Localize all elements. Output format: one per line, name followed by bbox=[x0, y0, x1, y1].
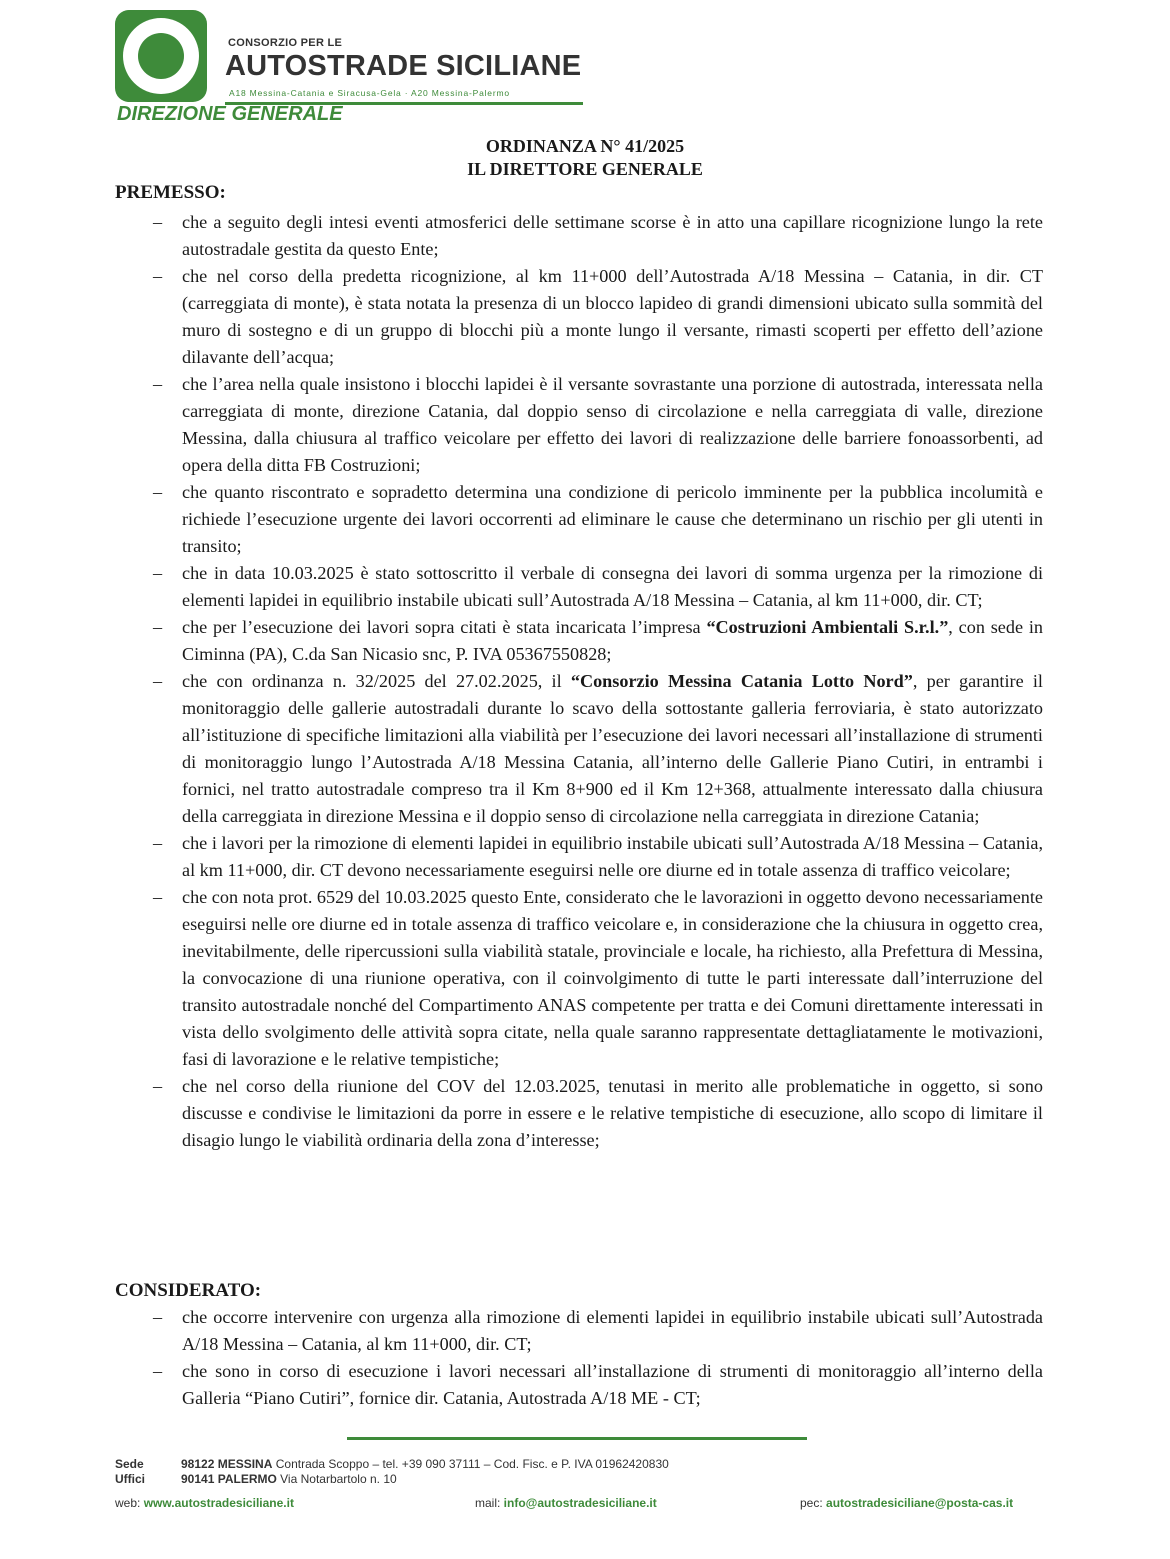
list-item bbox=[150, 1358, 1043, 1412]
list-item bbox=[150, 479, 1043, 560]
org-routes: A18 Messina-Catania e Siracusa-Gela · A20 Messina-Palermo bbox=[229, 88, 510, 98]
web-line bbox=[115, 1496, 294, 1510]
premesso-heading: PREMESSO: bbox=[115, 182, 226, 203]
document-title: ORDINANZA N° 41/2025 bbox=[485, 136, 685, 156]
pec-link[interactable]: autostradesiciliane@posta-cas.it bbox=[826, 1496, 1014, 1510]
list-item bbox=[150, 209, 1043, 263]
item-text: che con ordinanza n. 32/2025 del 27.02.2025, il bbox=[182, 671, 571, 691]
mail-label: mail: bbox=[475, 1496, 504, 1510]
web-label: web: bbox=[115, 1496, 144, 1510]
bullet-dash: – bbox=[153, 1361, 163, 1381]
mail-link[interactable]: info@autostradesiciliane.it bbox=[503, 1496, 657, 1510]
item-text: che per l’esecuzione dei lavori sopra citati è stata incaricata l’impresa bbox=[182, 617, 707, 637]
item-text: che in data 10.03.2025 è stato sottoscritto il verbale di consegna dei lavori di somma urgenza per la rimozione di elementi lapidei in equilibrio instabile ubicati sull’Autostrada A/18 Messina – Catania, al km 11+000, dir. CT; bbox=[182, 563, 1043, 610]
bullet-dash: – bbox=[153, 1076, 163, 1096]
list-item bbox=[150, 560, 1043, 614]
bullet-dash: – bbox=[153, 617, 163, 637]
item-text: che nel corso della predetta ricognizione, al km 11+000 dell’Autostrada A/18 Messina – Catania, in dir. CT (carreggiata di monte), è stata notata la presenza di un blocco lapideo di grandi dimensioni ubicato sulla sommità del muro di sostegno e di un gruppo di blocchi più a monte lungo il versante, rimasti scoperti per effetto dell’azione dilavante dell’acqua; bbox=[182, 266, 1043, 367]
pec-line bbox=[800, 1496, 1013, 1510]
pec-label: pec: bbox=[800, 1496, 827, 1510]
item-text: che a seguito degli intesi eventi atmosferici delle settimane scorse è in atto una capillare ricognizione lungo la rete autostradale gestita da questo Ente; bbox=[182, 212, 1043, 259]
uffici-address bbox=[181, 1472, 397, 1486]
item-text: che sono in corso di esecuzione i lavori necessari all’installazione di strumenti di monitoraggio all’interno della Galleria “Piano Cutiri”, fornice dir. Catania, Autostrada A/18 ME - CT; bbox=[182, 1361, 1043, 1408]
list-item bbox=[150, 371, 1043, 479]
item-text: che i lavori per la rimozione di elementi lapidei in equilibrio instabile ubicati sull’Autostrada A/18 Messina – Catania, al km 11+000, dir. CT devono necessariamente eseguirsi nelle ore diurne ed in totale assenza di traffico veicolare; bbox=[182, 833, 1043, 880]
document-subtitle: IL DIRETTORE GENERALE bbox=[467, 159, 703, 179]
item-text: che con nota prot. 6529 del 10.03.2025 questo Ente, considerato che le lavorazioni in oggetto devono necessariamente eseguirsi nelle ore diurne ed in totale assenza di traffico veicolare e, in considerazione che la chiusura in oggetto crea, inevitabilmente, delle ripercussioni sulla viabilità statale, provinciale e locale, ha richiesto, alla Prefettura di Messina, la convocazione di una riunione operativa, con il coinvolgimento di tutte le parti interessate dall’interruzione del transito autostradale nonché del Compartimento ANAS competente per tratta e dei Comuni direttamente interessati in vista dello svolgimento delle attività sopra citate, nella quale saranno rappresentate dettagliatamente le motivazioni, fasi di lavorazione e le relative tempistiche; bbox=[182, 887, 1043, 1069]
bullet-dash: – bbox=[153, 482, 163, 502]
org-name: AUTOSTRADE SICILIANE bbox=[225, 50, 582, 82]
bullet-dash: – bbox=[153, 212, 163, 232]
letterhead bbox=[115, 10, 595, 130]
item-entity-name: “Costruzioni Ambientali S.r.l.” bbox=[706, 617, 949, 637]
item-entity-name: “Consorzio Messina Catania Lotto Nord” bbox=[570, 671, 913, 691]
web-link[interactable]: www.autostradesiciliane.it bbox=[143, 1496, 294, 1510]
org-subtitle: CONSORZIO PER LE bbox=[228, 37, 343, 49]
trinacria-emblem-icon bbox=[123, 18, 199, 94]
bullet-dash: – bbox=[153, 374, 163, 394]
uffici-details: Via Notarbartolo n. 10 bbox=[276, 1472, 397, 1486]
item-text: , con sede in Ciminna (PA), C.da San Nicasio snc, P. IVA 05367550828; bbox=[182, 617, 1044, 664]
list-item bbox=[150, 884, 1043, 1073]
item-text: che quanto riscontrato e sopradetto determina una condizione di pericolo imminente per la pubblica incolumità e richiede l’esecuzione urgente dei lavori occorrenti ad eliminare le cause che determinano un rischio per gli utenti in transito; bbox=[182, 482, 1043, 556]
considerato-heading: CONSIDERATO: bbox=[115, 1280, 262, 1301]
item-text: che l’area nella quale insistono i blocchi lapidei è il versante sovrastante una porzione di autostrada, interessata nella carreggiata di monte, direzione Catania, dal doppio senso di circolazione e nella carreggiata di valle, direzione Messina, dalla chiusura al traffico veicolare per effetto dei lavori di realizzazione delle barriere fonoassorbenti, ad opera della ditta FB Costruzioni; bbox=[182, 374, 1043, 475]
uffici-label: Uffici bbox=[115, 1472, 145, 1486]
sede-city: 98122 MESSINA bbox=[181, 1457, 273, 1471]
bullet-dash: – bbox=[153, 563, 163, 583]
premesso-list bbox=[150, 209, 1043, 1154]
mail-line bbox=[475, 1496, 657, 1510]
list-item bbox=[150, 668, 1043, 830]
footer-divider bbox=[347, 1437, 807, 1440]
item-text: che nel corso della riunione del COV del 12.03.2025, tenutasi in merito alle problematiche in oggetto, si sono discusse e condivise le limitazioni da porre in essere e le relative tempistiche di esecuzione, allo scopo di limitare il disagio lungo le viabilità ordinaria della zona d’interesse; bbox=[182, 1076, 1043, 1150]
sede-address bbox=[181, 1457, 669, 1471]
bullet-dash: – bbox=[153, 266, 163, 286]
item-text: che occorre intervenire con urgenza alla rimozione di elementi lapidei in equilibrio instabile ubicati sull’Autostrada A/18 Messina – Catania, al km 11+000, dir. CT; bbox=[182, 1307, 1043, 1354]
considerato-list bbox=[150, 1304, 1043, 1412]
list-item bbox=[150, 830, 1043, 884]
sede-details: Contrada Scoppo – tel. +39 090 37111 – Cod. Fisc. e P. IVA 01962420830 bbox=[272, 1457, 669, 1471]
list-item bbox=[150, 1304, 1043, 1358]
list-item bbox=[150, 263, 1043, 371]
consortium-logo bbox=[115, 10, 207, 102]
bullet-dash: – bbox=[153, 887, 163, 907]
item-text: , per garantire il monitoraggio delle gallerie autostradali durante lo scavo della sottostante galleria ferroviaria, è stato autorizzato all’istituzione di specifiche limitazioni alla viabilità per l’esecuzione dei lavori necessari all’installazione di strumenti di monitoraggio lungo l’Autostrada A/18 Messina Catania, all’interno delle Gallerie Piano Cutiri, in entrambi i fornici, nel tratto autostradale compreso tra il Km 8+900 ed il Km 12+368, attualmente interessato dalla chiusura della carreggiata in direzione Messina e il doppio senso di circolazione nella carreggiata in direzione Catania; bbox=[182, 671, 1043, 826]
bullet-dash: – bbox=[153, 1307, 163, 1327]
bullet-dash: – bbox=[153, 671, 163, 691]
uffici-city: 90141 PALERMO bbox=[181, 1472, 277, 1486]
list-item bbox=[150, 1073, 1043, 1154]
department-name: DIREZIONE GENERALE bbox=[117, 103, 343, 125]
sede-label: Sede bbox=[115, 1457, 144, 1471]
list-item bbox=[150, 614, 1043, 668]
bullet-dash: – bbox=[153, 833, 163, 853]
